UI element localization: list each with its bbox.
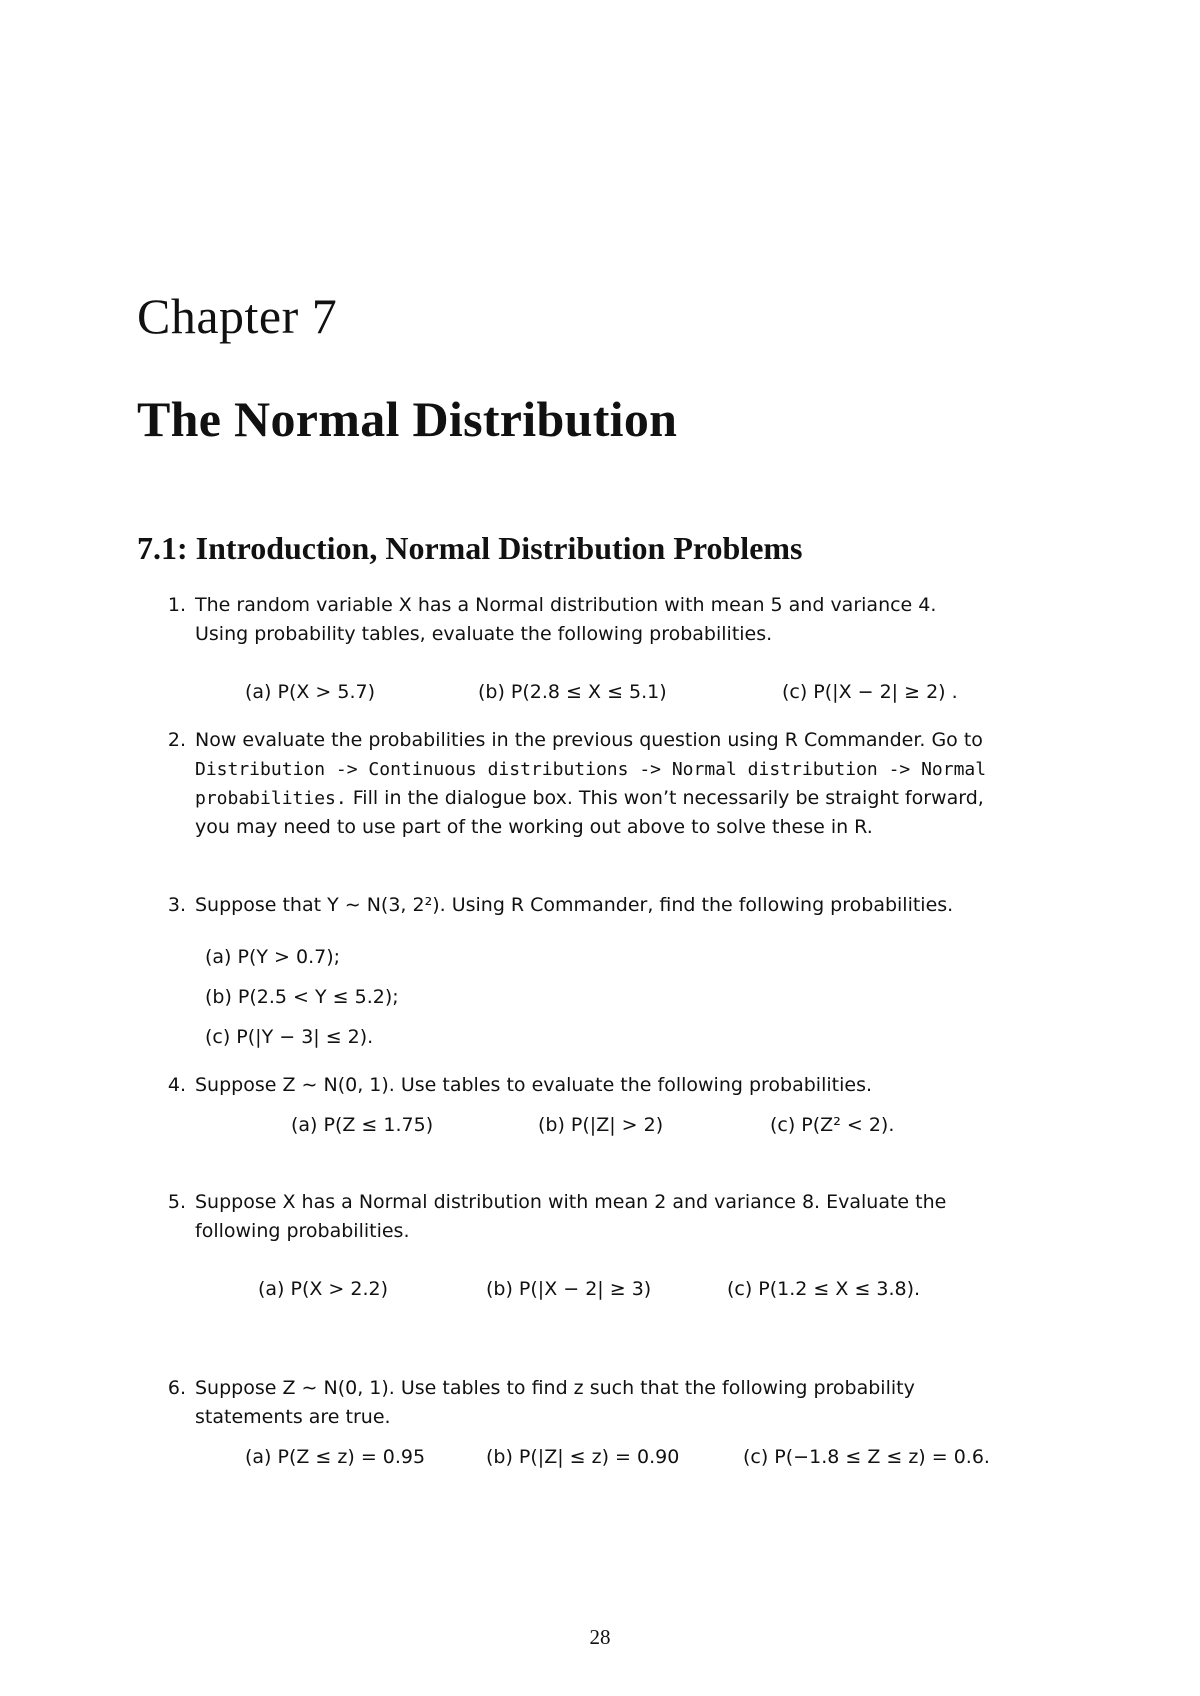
problem-2-line-3 [195, 784, 984, 813]
problem-6-part-c: (c) P(−1.8 ≤ Z ≤ z) = 0.6. [743, 1446, 990, 1468]
problem-2-line-1: Now evaluate the probabilities in the previous question using R Commander. Go to [195, 729, 983, 751]
problem-6-line-1: Suppose Z ∼ N(0, 1). Use tables to find z such that the following probability [195, 1377, 915, 1399]
problem-6-part-b: (b) P(|Z| ≤ z) = 0.90 [486, 1446, 680, 1468]
problem-1-line-1: The random variable X has a Normal distribution with mean 5 and variance 4. [195, 594, 937, 616]
problem-6-line-2: statements are true. [195, 1406, 391, 1428]
problem-2-menu-path-end: probabilities. [195, 788, 347, 809]
problem-2-line-3-text: Fill in the dialogue box. This won’t necessarily be straight forward, [346, 787, 984, 809]
problem-2-number: 2. [167, 729, 186, 751]
problem-1-part-b: (b) P(2.8 ≤ X ≤ 5.1) [478, 681, 667, 703]
problem-1-part-c: (c) P(|X − 2| ≥ 2) . [782, 681, 958, 703]
problem-3-number: 3. [167, 894, 186, 916]
problem-4-line: Suppose Z ∼ N(0, 1). Use tables to evaluate the following probabilities. [195, 1074, 873, 1096]
problem-5-part-b: (b) P(|X − 2| ≥ 3) [486, 1278, 652, 1300]
problem-4-part-b: (b) P(|Z| > 2) [538, 1114, 664, 1136]
chapter-label: Chapter 7 [137, 288, 338, 344]
problem-5-number: 5. [167, 1191, 186, 1213]
problem-1-part-a: (a) P(X > 5.7) [245, 681, 376, 703]
problem-5-line-2: following probabilities. [195, 1220, 410, 1242]
problem-2-menu-path: Distribution -> Continuous distributions -> Normal distribution -> Normal [195, 759, 987, 780]
chapter-title: The Normal Distribution [137, 391, 678, 447]
problem-3-part-a: (a) P(Y > 0.7); [205, 946, 341, 968]
problem-3-line: Suppose that Y ∼ N(3, 2²). Using R Commander, find the following probabilities. [195, 894, 954, 916]
problem-6-number: 6. [167, 1377, 186, 1399]
problem-6-part-a: (a) P(Z ≤ z) = 0.95 [245, 1446, 426, 1468]
problem-5-part-c: (c) P(1.2 ≤ X ≤ 3.8). [727, 1278, 921, 1300]
problem-1-line-2: Using probability tables, evaluate the following probabilities. [195, 623, 773, 645]
problem-1-number: 1. [167, 594, 186, 616]
section-heading: 7.1: Introduction, Normal Distribution Problems [137, 530, 803, 566]
problem-3-part-c: (c) P(|Y − 3| ≤ 2). [205, 1026, 374, 1048]
problem-4-part-c: (c) P(Z² < 2). [770, 1114, 895, 1136]
problem-3-part-b: (b) P(2.5 < Y ≤ 5.2); [205, 986, 399, 1008]
page-number: 28 [589, 1625, 611, 1649]
problem-2-line-4: you may need to use part of the working out above to solve these in R. [195, 816, 873, 838]
problem-4-number: 4. [167, 1074, 186, 1096]
problem-5-part-a: (a) P(X > 2.2) [258, 1278, 389, 1300]
problem-4-part-a: (a) P(Z ≤ 1.75) [291, 1114, 434, 1136]
problem-5-line-1: Suppose X has a Normal distribution with mean 2 and variance 8. Evaluate the [195, 1191, 947, 1213]
